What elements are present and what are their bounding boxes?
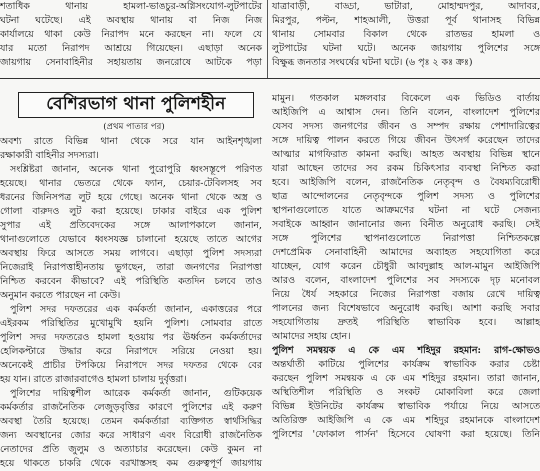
article-line: আরও বলেন, বাংলাদেশ পুলিশের সব সদস্যকে দৃঢ় মনোবল	[272, 275, 540, 286]
top-left-column	[0, 0, 262, 70]
top-left-line: শতাধিক থানায় হামলা-ভাঙচুর-অগ্নিসংযোগ-লুটপাটের	[0, 1, 262, 12]
article-line: যেসব সদস্য জনগণের জীবন ও সম্পদ রক্ষায় পেশাদারিত্বের	[272, 121, 540, 132]
article-line: পুলিশের দায়িত্বশীল আরেক কর্মকর্তা জানান, গুটিকয়েক	[10, 388, 262, 399]
article-line: সঙ্গে দায়িত্ব পালন করতে গিয়ে জীবন উৎসর্গ করেছেন তাদের	[272, 135, 540, 146]
article-line: অবস্থা তৈরি হয়েছে। তেমন কর্মকর্তারা ব্যক্তিগত স্বার্থসিদ্ধির	[0, 416, 262, 427]
article-line: জন্য অবস্থানের জোর করে সাধারণ এবং বিরোধী রাজনৈতিক	[0, 430, 262, 441]
article-line: নিজেরাই নিরাপত্তাহীনতায় ভুগছেন, তারা জনগণের নিরাপত্তা	[0, 262, 262, 273]
article-line: হয় যান। রাতে রাজারবাগেও হামলা চালায় দুর্বৃত্তরা।	[0, 374, 187, 385]
article-line: অন্তর্ঘাতী কাটিয়ে পুলিশের কার্যক্রম স্বাভাবিক করার চেষ্টা	[272, 359, 540, 370]
article-line: নেতাদের প্রতি জুলুম ও অত্যাচার করেছেন। কেউ কুমন না	[0, 444, 262, 455]
article-line: অনুমান করতে পারছেন না কেউ।	[0, 290, 121, 301]
article-line: সুপার এই প্রতিবেদকের সঙ্গে আলাপকালে জানান,	[0, 220, 262, 231]
article-line: কর্মকর্তার রাজনৈতিক লেজুড়বৃত্তির কারণে পুলিশের এই করুণ	[0, 402, 262, 413]
column-divider	[267, 0, 268, 78]
article-line: আমাদের সহায় হোন।	[272, 331, 351, 342]
article-line: যারা আছেন তাদের সব রকম চিকিৎসার ব্যবস্থা নিশ্চিত করা	[272, 163, 540, 174]
article-line: ছাত্র আন্দোলনের নেতৃবৃন্দকে পুলিশ সদস্য ও পুলিশের	[272, 191, 540, 202]
top-left-line: যার মতো নিরাপদ আশ্রয়ে গিয়েছেন। এছাড়া অনেক	[0, 43, 262, 54]
article-line: নিশ্চিত করবেন কীভাবে? এই পরিস্থিতি কতদিন চলবে তাও	[0, 276, 262, 287]
article-line: সহযোগিতায় দ্রুতই পরিস্থিতি স্বাভাবিক হবে। আল্লাহ	[272, 317, 540, 328]
top-left-line: জায়গায় সেনাবাহিনীর সহায়তায় জনরোষে আটকে পড়া	[0, 57, 262, 68]
article-line: বিভিন্ন ইউনিটের কার্যক্রম স্বাভাবিক পর্যায়ে নিয়ে আসতে	[272, 401, 540, 412]
top-right-column	[272, 0, 540, 70]
article-line: স্থাপনাগুলোতে যাতে আক্রমণের ঘটনা না ঘটে সেজন্য	[272, 205, 540, 216]
article-line: হয়ে থাকতে চাকরি থেকে বরখাস্তসহ কম গুরুত্বপূর্ণ জায়গায়	[0, 458, 262, 469]
article-subhead: (প্রথম পাতার পর)	[103, 122, 165, 132]
article-line: সঙ্গে পুলিশের স্থাপনাগুলোতে নিরাপত্তা নিশ্চিতকল্পে	[272, 233, 540, 244]
article-line: সংশ্লিষ্টরা জানান, অনেক থানা পুরোপুরি ধ্বংসস্তূপে পরিণত	[10, 164, 262, 175]
article-line: সবাইকে আহ্বান জানানোর জন্য বিনীত অনুরোধ করছি। সেই	[272, 219, 540, 230]
top-right-line: যাত্রাবাড়ী, বাড্ডা, ভাটারা, মোহাম্মদপুর, আদাবর,	[272, 1, 540, 12]
article-line: মামুন। গতকাল মঙ্গলবার বিকেলে এক ভিডিও বার্তায়	[272, 93, 540, 104]
article-line: হেলিকপ্টারে উদ্ধার করে নিরাপদে সরিয়ে নেওয়া হয়।	[0, 346, 262, 357]
article-line: পালনের জন্য বিশেষভাবে অনুরোধ করছি। আশা করছি সবার	[272, 303, 540, 314]
top-right-line: লুটপাটের ঘটনা ঘটে। অনেক জায়গায় পুলিশের সঙ্গে	[272, 43, 540, 54]
article-line: গোলা বারুদও লুট করা হয়েছে। ঢাকার বাইরে এক পুলিশ	[0, 206, 262, 217]
article-line: পুলিশ সদর দফতরের এক কর্মকর্তা জানান, একাত্তরের পরে	[10, 304, 262, 315]
article-line: যাচ্ছেন, যোগ করেন চৌধুরী আবদুল্লাহ আল-মামুন আইজিপি	[272, 261, 540, 272]
top-left-line: ঘটনা ঘটেছে। এই অবস্থায় থানায় বা নিজ নিজ	[0, 15, 262, 26]
article-line: থানাগুলোতে যেভাবে ধ্বংসযজ্ঞ চালানো হয়েছে তাতে আগের	[0, 234, 262, 245]
article-line: অনেকেই প্রাচীর টপকিয়ে নিরাপদে সদর দফতর থেকে বের	[0, 360, 262, 371]
top-right-line: থানায় সোমবার বিকাল থেকে রাতভর হামলা ও	[272, 29, 540, 40]
article-line: নিয়ে ধৈর্য সহকারে নিজের নিরাপত্তা বজায় রেখে দায়িত্ব	[272, 289, 540, 300]
top-right-line: মিরপুর, পল্টন, শাহআলী, উত্তরা পূর্ব থানাসহ বিভিন্ন	[272, 15, 540, 26]
article-right-column	[272, 92, 540, 440]
article-line: আত্মার মাগফিরাত কামনা করছি। আহত অবস্থায় বিভিন্ন স্থানে	[272, 149, 540, 160]
section-rule	[0, 78, 540, 79]
article-line: এইরকম পরিস্থিতির মুখোমুখি হয়নি পুলিশ। সোমবার রাতে	[0, 318, 262, 329]
article-line: ধরনের জিনিসপত্র লুট হয়ে গেছে। অনেক থানা থেকে অস্ত্র ও	[0, 192, 262, 203]
headline-box	[18, 92, 254, 118]
article-line: অতিরিক্ত আইজিপি এ কে এম শহিদুর রহমানকে বাংলাদেশ	[272, 415, 540, 426]
article-line: অস্থিতিশীল পরিস্থিতি ও সংকট মোকাবিলা করে জেলা	[272, 387, 540, 398]
article-line: পুলিশ সদর দফতরেও হামলা হওয়ায় পর ঊর্ধ্বতন কর্মকর্তাদের	[0, 332, 262, 343]
article-line: আইজিপি এ আশ্বাস দেন। তিনি বলেন, বাংলাদেশ পুলিশের	[272, 107, 540, 118]
article-line: পুলিশের 'ফোকাল পার্সন' হিসেবে ঘোষণা করা হয়েছে। তিনি	[272, 429, 540, 440]
article-line: হবে। আইজিপি বলেন, রাজনৈতিক নেতৃবৃন্দ ও বৈষম্যবিরোধী	[272, 177, 540, 188]
article-headline: বেশিরভাগ থানা পুলিশহীন	[46, 94, 226, 114]
top-left-line: কার্যালয়ে থাকা কেউ নিরাপদ মনে করছেন না। ফলে যে	[0, 29, 262, 40]
section-lead-line: পুলিশ সমন্বয়ক এ কে এম শহিদুর রহমান: রাগ-ক্ষোভও	[272, 345, 540, 356]
top-right-line: বিক্ষুব্ধ জনতার সংঘর্ষের ঘটনা ঘটে। (৬ পৃঃ ২ কঃ ক্রঃ)	[272, 57, 473, 68]
article-line: হয়েছে। থানার ভেতরে থেকে ফ্যান, চেয়ার-টেবিলসহ সব	[0, 178, 262, 189]
article-line: অবস্থায় ফিরে আসতে সময় লাগবে। এছাড়া পুলিশ সদস্যরা	[0, 248, 262, 259]
article-left-column	[0, 135, 262, 469]
article-line: করছেন পুলিশ সমন্বয়ক এ কে এম শহিদুর রহমান। তারা জানান,	[272, 373, 540, 384]
article-line: দেশপ্রেমিক সেনাবাহিনী আমাদের অব্যাহত সহযোগিতা করে	[272, 247, 540, 258]
article-line: অবশ্য রাতে বিভিন্ন থানা থেকে সরে যান আইনশৃঙ্খলা	[0, 136, 262, 147]
article-line: রক্ষাকারী বাহিনীর সদস্যরা।	[0, 150, 99, 161]
